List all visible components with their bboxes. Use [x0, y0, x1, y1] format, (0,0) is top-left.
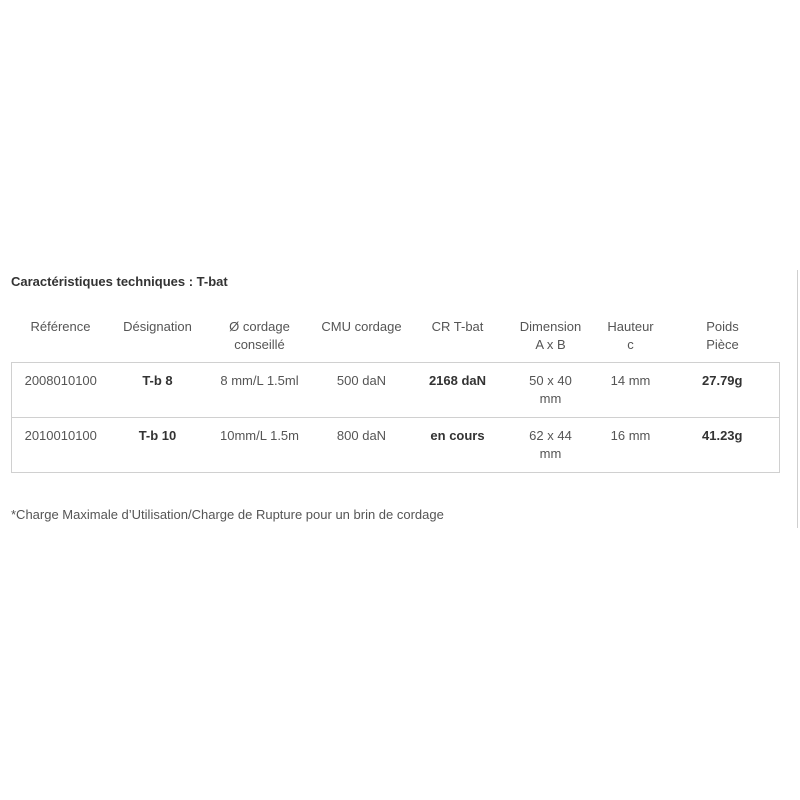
- page-edge-divider: [797, 270, 798, 528]
- cell-height: 14 mm: [596, 363, 666, 418]
- cell-cmu: 500 daN: [314, 363, 410, 418]
- cell-diameter: 8 mm/L 1.5ml: [206, 363, 314, 418]
- header-designation: Désignation: [123, 319, 192, 334]
- header-height: Hauteur c: [607, 319, 654, 352]
- cell-designation: T-b 10: [110, 418, 206, 473]
- header-diameter: Ø cordage conseillé: [229, 319, 290, 352]
- cell-weight: 27.79g: [666, 363, 780, 418]
- cell-cmu: 800 daN: [314, 418, 410, 473]
- cell-cr: en cours: [410, 418, 506, 473]
- specifications-table: [11, 312, 780, 473]
- table-row: [12, 363, 780, 418]
- header-cr: CR T-bat: [431, 319, 484, 334]
- table-header-row: [12, 312, 780, 363]
- table-row: [12, 418, 780, 473]
- header-dimension: Dimension A x B: [519, 319, 582, 352]
- cell-designation: T-b 8: [110, 363, 206, 418]
- header-weight: Poids Pièce: [706, 319, 739, 352]
- footnote: *Charge Maximale d’Utilisation/Charge de Rupture pour un brin de cordage: [11, 507, 444, 522]
- cell-diameter: 10mm/L 1.5m: [206, 418, 314, 473]
- cell-cr: 2168 daN: [410, 363, 506, 418]
- cell-height: 16 mm: [596, 418, 666, 473]
- cell-dimension: 50 x 40 mm: [506, 363, 596, 418]
- cell-dimension: 62 x 44 mm: [506, 418, 596, 473]
- cell-reference: 2008010100: [12, 363, 110, 418]
- section-heading: Caractéristiques techniques : T-bat: [11, 274, 228, 289]
- cell-weight: 41.23g: [666, 418, 780, 473]
- header-reference: Référence: [30, 319, 91, 334]
- cell-reference: 2010010100: [12, 418, 110, 473]
- header-cmu: CMU cordage: [321, 319, 402, 334]
